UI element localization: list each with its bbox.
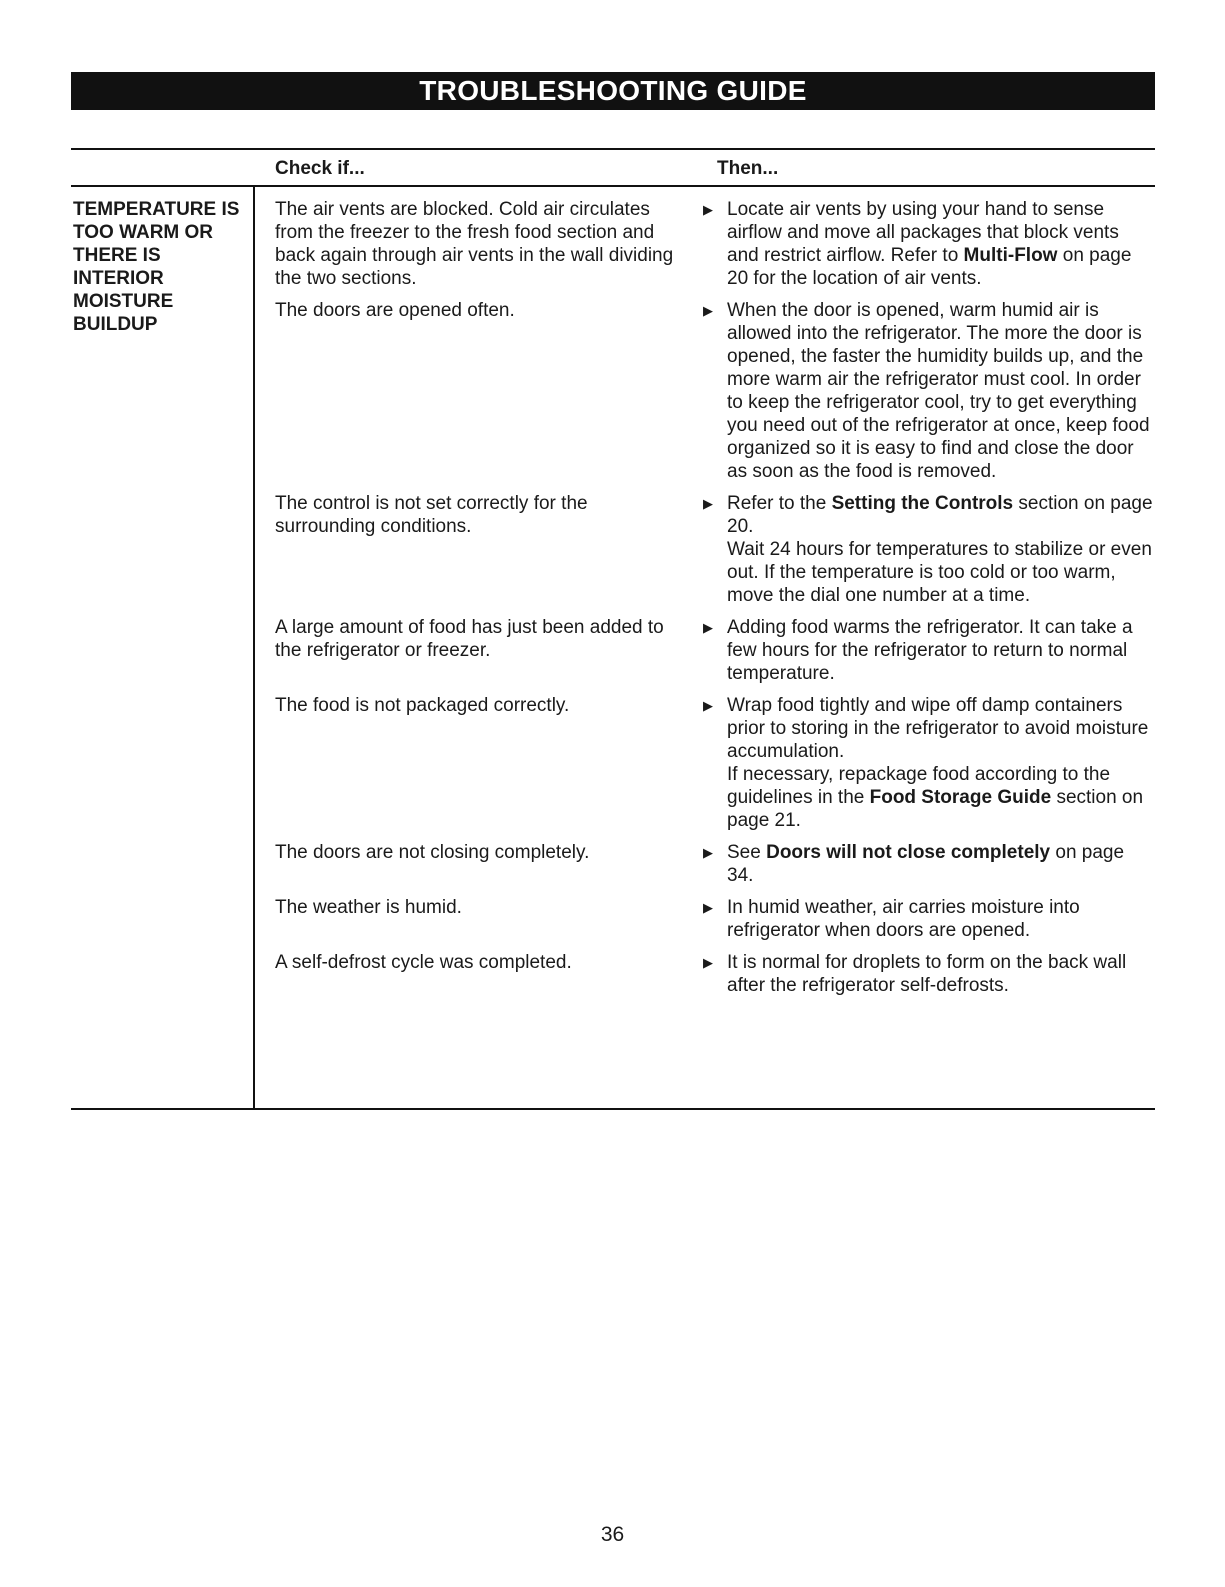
table-row — [275, 951, 1155, 997]
remedy — [703, 492, 1155, 607]
table-row — [275, 896, 1155, 942]
emphasis-text: Multi-Flow — [963, 245, 1058, 266]
bullet-arrow-icon: ▶ — [703, 202, 713, 217]
remedy-text: Locate air vents by using your hand to sense airflow and move all packages that block vents and restrict airflow. Refer to Multi-Flow on page 20 for the location of air vents. — [727, 199, 1132, 289]
bullet-arrow-icon: ▶ — [703, 955, 713, 970]
remedy-text: When the door is opened, warm humid air is allowed into the refrigerator. The more the door is opened, the faster the humidity builds up, and the more warm air the refrigerator must cool. In order to keep the refrigerator cool, try to get everything you need out of the refrigerator at once, keep food organized so it is easy to find and close the door as soon as the food is removed. — [727, 300, 1150, 482]
table-row — [275, 492, 1155, 607]
cause-text: The doors are not closing completely. — [275, 842, 590, 863]
remedy-text: It is normal for droplets to form on the back wall after the refrigerator self-defrosts. — [727, 952, 1127, 996]
column-divider — [253, 187, 255, 1109]
remedy — [703, 198, 1155, 290]
table-row — [275, 694, 1155, 832]
emphasis-text: Setting the Controls — [831, 493, 1014, 514]
cause-text: The doors are opened often. — [275, 300, 515, 321]
emphasis-text: Food Storage Guide — [869, 787, 1052, 808]
remedy — [703, 616, 1155, 685]
cause-text: The food is not packaged correctly. — [275, 695, 570, 716]
remedy — [703, 896, 1155, 942]
cause-text: The control is not set correctly for the surrounding conditions. — [275, 493, 588, 537]
column-header-then: Then... — [717, 158, 779, 179]
table-row — [275, 841, 1155, 887]
table-row — [275, 299, 1155, 483]
cause-text: The air vents are blocked. Cold air circulates from the freezer to the fresh food section and back again through air vents in the wall dividing the two sections. — [275, 199, 674, 289]
remedy — [703, 694, 1155, 832]
header-rule — [71, 185, 1155, 187]
page-number: 36 — [600, 1523, 625, 1546]
table-bottom-rule — [71, 1108, 1155, 1110]
emphasis-text: Doors will not close completely — [766, 842, 1051, 863]
remedy-text: See Doors will not close completely on page 34. — [727, 842, 1125, 886]
bullet-arrow-icon: ▶ — [703, 620, 713, 635]
remedy-text: Adding food warms the refrigerator. It can take a few hours for the refrigerator to return to normal temperature. — [727, 617, 1133, 684]
problem-heading: TEMPERATURE IS TOO WARM OR THERE IS INTERIOR MOISTURE BUILDUP — [73, 199, 240, 335]
remedy-text: Wrap food tightly and wipe off damp containers prior to storing in the refrigerator to avoid moisture accumulation. If necessary, repackage food according to the guidelines in the Food Storage Guide section on page 21. — [727, 695, 1149, 831]
column-header-check: Check if... — [275, 158, 365, 179]
remedy-text: Refer to the Setting the Controls section on page 20. Wait 24 hours for temperatures to stabilize or even out. If the temperature is too cold or too warm, move the dial one number at a time. — [727, 493, 1153, 606]
remedy — [703, 299, 1155, 483]
bullet-arrow-icon: ▶ — [703, 845, 713, 860]
remedy-text: In humid weather, air carries moisture into refrigerator when doors are opened. — [727, 897, 1080, 941]
table-top-rule — [71, 148, 1155, 150]
table-row — [275, 198, 1155, 290]
bullet-arrow-icon: ▶ — [703, 698, 713, 713]
table-row — [275, 616, 1155, 685]
cause-text: A large amount of food has just been added to the refrigerator or freezer. — [275, 617, 664, 661]
remedy — [703, 951, 1155, 997]
bullet-arrow-icon: ▶ — [703, 900, 713, 915]
bullet-arrow-icon: ▶ — [703, 496, 713, 511]
remedy — [703, 841, 1155, 887]
cause-text: The weather is humid. — [275, 897, 462, 918]
troubleshooting-rows — [275, 198, 1155, 997]
cause-text: A self-defrost cycle was completed. — [275, 952, 572, 973]
page-title: TROUBLESHOOTING GUIDE — [71, 72, 1155, 110]
bullet-arrow-icon: ▶ — [703, 303, 713, 318]
